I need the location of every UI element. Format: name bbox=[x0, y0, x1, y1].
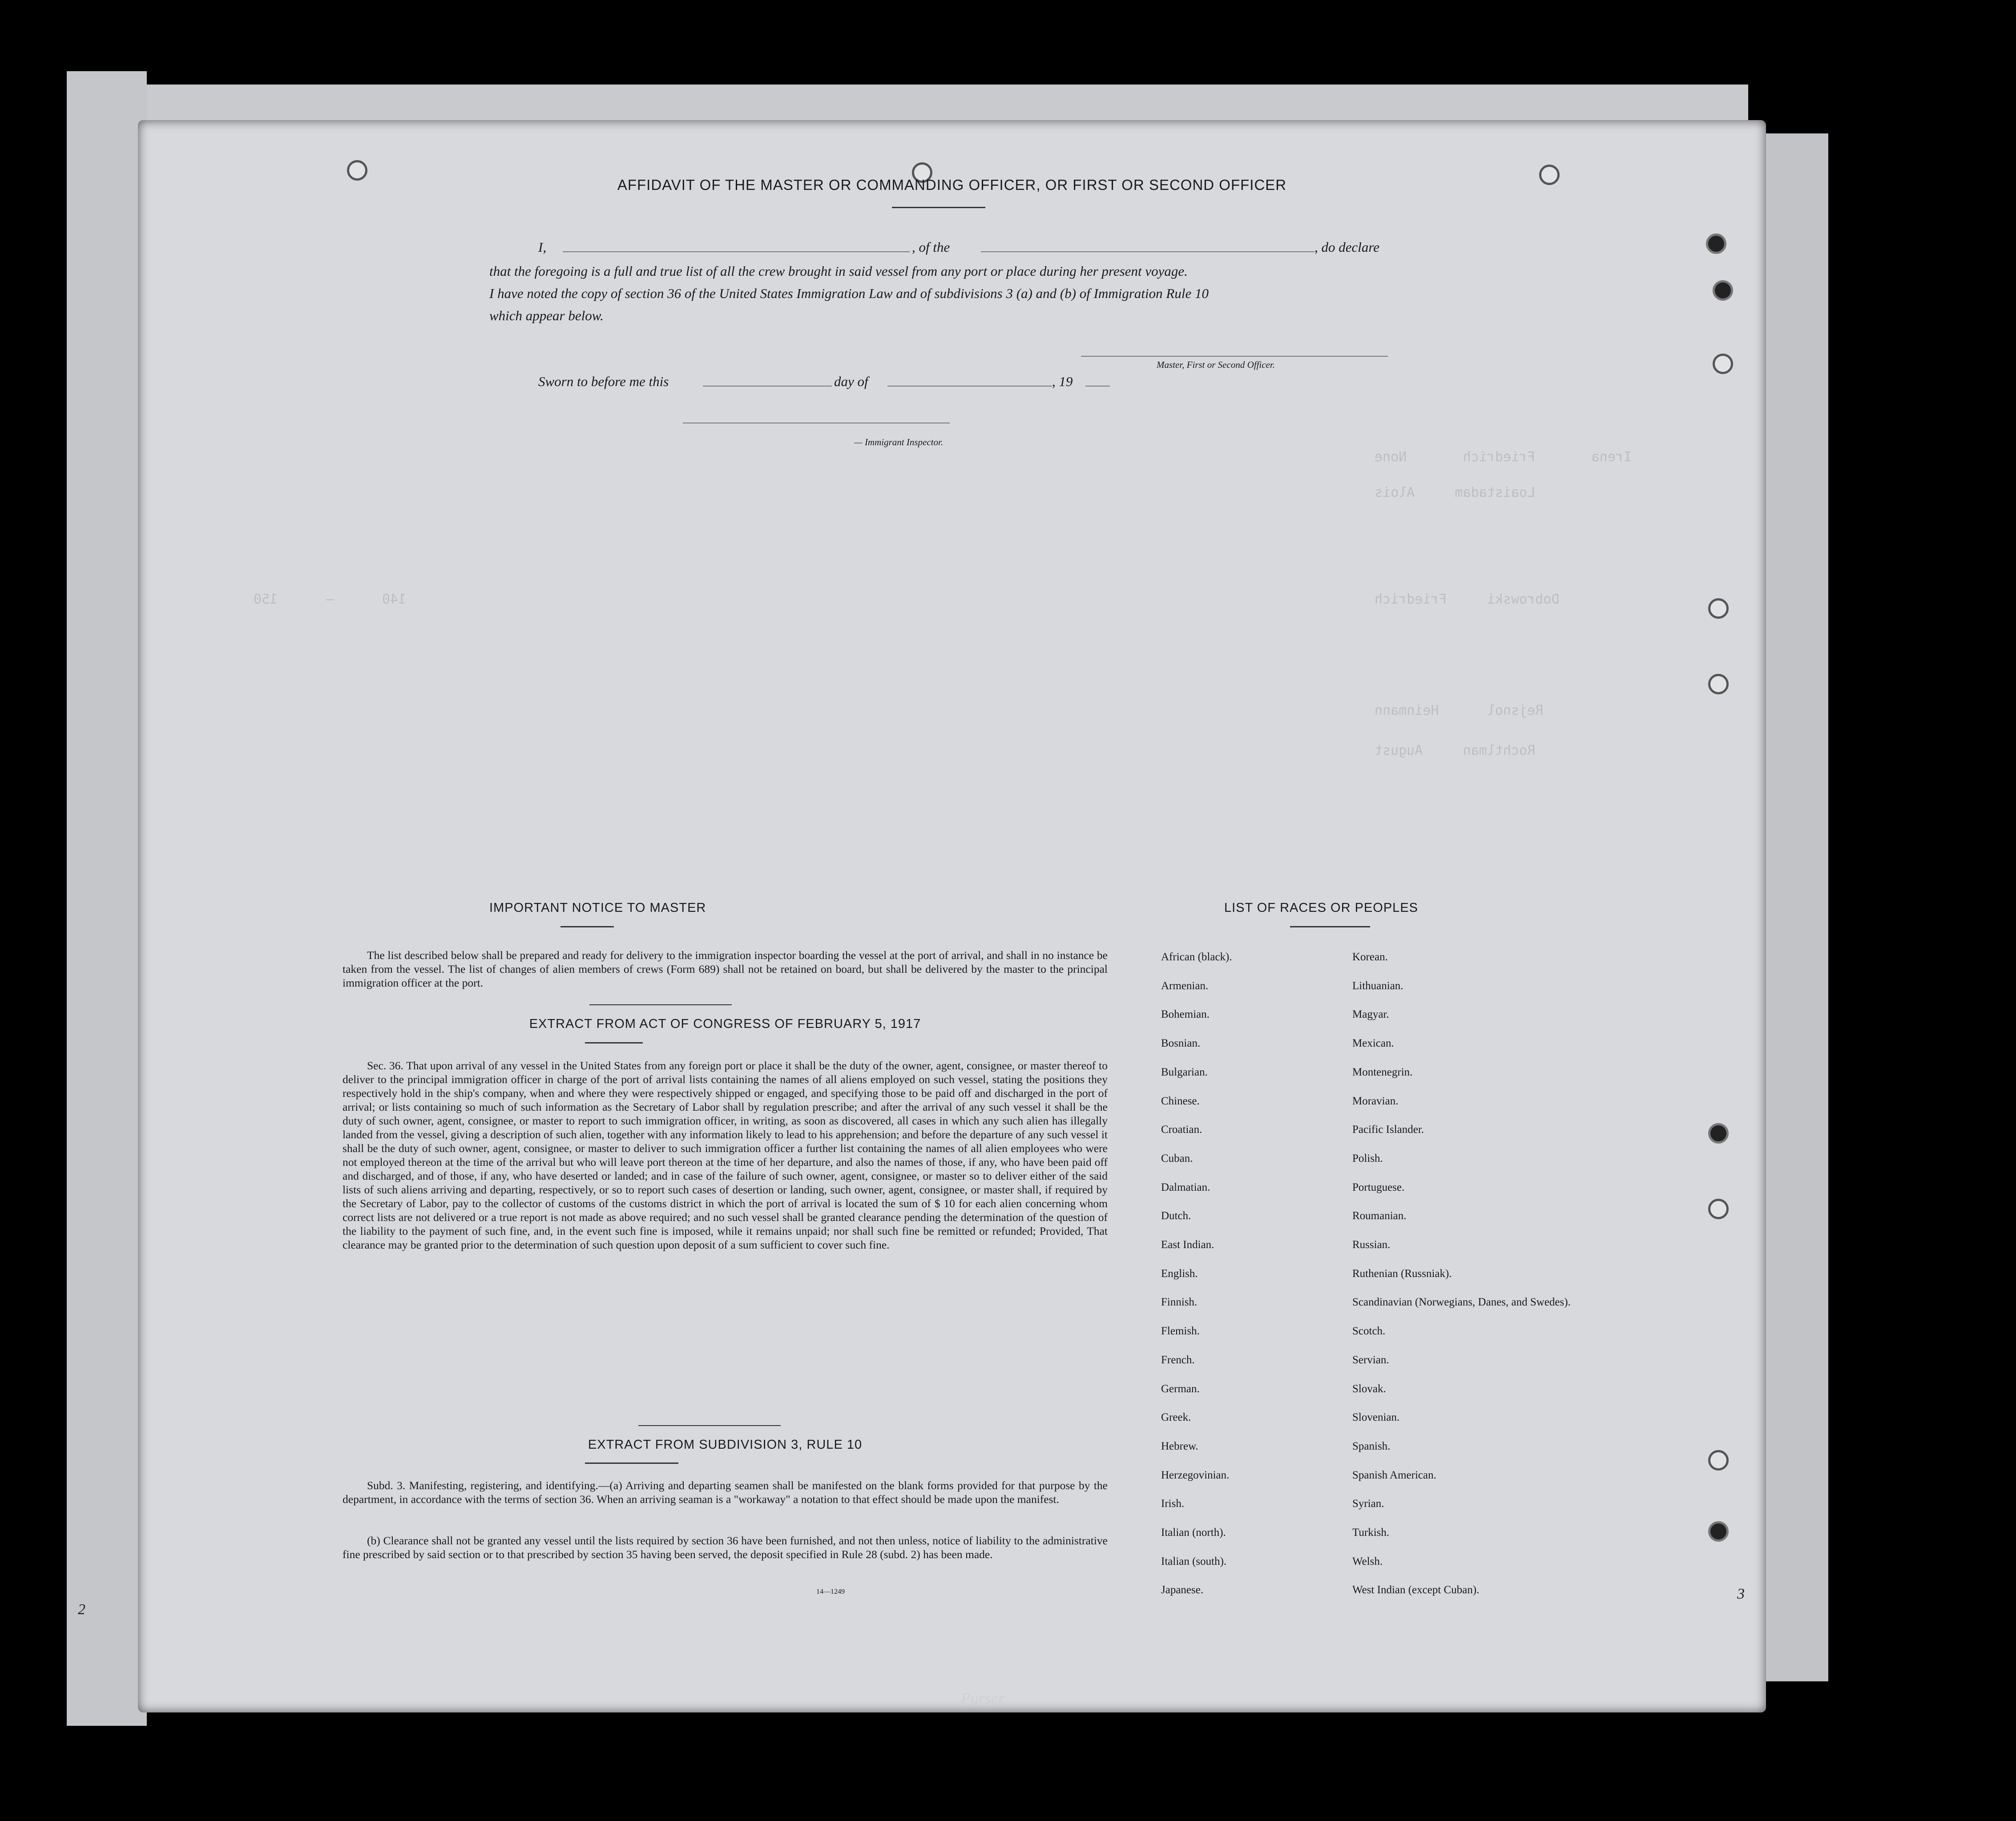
race-item: African (black). bbox=[1161, 951, 1232, 963]
bleed-through-text: Rochtlman August bbox=[1375, 743, 1536, 758]
affidavit-line1-of-the: , of the bbox=[912, 239, 950, 255]
race-item: Roumanian. bbox=[1352, 1210, 1407, 1222]
race-item: Japanese. bbox=[1161, 1584, 1204, 1596]
extract-rule-body-b: (b) Clearance shall not be granted any vessel until the lists required by section 36 have been furnished, and not then unless, notice of liability to the administrative fine prescribed by said section or to that prescribed by section 35 having been served, the deposit specified in Rule 28 (subd. 2) has been made. bbox=[343, 1534, 1108, 1561]
race-item: Slovenian. bbox=[1352, 1411, 1400, 1424]
race-item: Armenian. bbox=[1161, 979, 1209, 992]
bleed-through-text: Dobrowski Friedrich bbox=[1375, 592, 1560, 607]
punch-hole bbox=[1706, 234, 1726, 254]
race-item: Turkish. bbox=[1352, 1527, 1390, 1539]
extract-act-rule bbox=[585, 1042, 643, 1043]
race-item: Polish. bbox=[1352, 1152, 1383, 1164]
race-item: Herzegovinian. bbox=[1161, 1469, 1230, 1481]
race-item: Bosnian. bbox=[1161, 1037, 1201, 1050]
race-item: Croatian. bbox=[1161, 1124, 1202, 1136]
race-item: Portuguese. bbox=[1352, 1181, 1405, 1193]
back-page-left bbox=[67, 71, 147, 1726]
sworn-day-field[interactable] bbox=[703, 386, 832, 387]
race-item: Scandinavian (Norwegians, Danes, and Swedes). bbox=[1352, 1296, 1571, 1309]
race-item: Scotch. bbox=[1352, 1325, 1386, 1338]
vessel-field[interactable] bbox=[981, 251, 1314, 252]
race-item: Ruthenian (Russniak). bbox=[1352, 1267, 1452, 1280]
extract-rule-body-a: Subd. 3. Manifesting, registering, and identifying.—(a) Arriving and departing seamen shall be manifested on the blank forms provided for that purpose by the department, in accordance with the terms of section 36. When an arriving seaman is a "workaway" a notation to that effect should be made upon the manifest. bbox=[343, 1479, 1108, 1506]
race-item: Dutch. bbox=[1161, 1210, 1191, 1222]
divider-rule bbox=[638, 1425, 781, 1426]
punch-hole bbox=[1708, 1123, 1729, 1144]
sworn-text-c: , 19 bbox=[1052, 374, 1073, 389]
punch-hole bbox=[1708, 1521, 1729, 1542]
race-item: Moravian. bbox=[1352, 1095, 1399, 1107]
race-item: Irish. bbox=[1161, 1498, 1185, 1510]
race-item: Mexican. bbox=[1352, 1037, 1394, 1050]
race-item: Spanish. bbox=[1352, 1440, 1391, 1452]
race-item: East Indian. bbox=[1161, 1239, 1214, 1251]
race-item: Spanish American. bbox=[1352, 1469, 1436, 1481]
affidavit-page bbox=[78, 120, 1766, 1712]
race-item: Bulgarian. bbox=[1161, 1066, 1208, 1078]
race-item: French. bbox=[1161, 1354, 1195, 1366]
races-column-2 bbox=[1352, 943, 1571, 1605]
handwritten-mark-right: 3 bbox=[1737, 1586, 1745, 1602]
punch-hole bbox=[1708, 1199, 1729, 1219]
race-item: Bohemian. bbox=[1161, 1008, 1210, 1021]
race-item: Italian (south). bbox=[1161, 1555, 1227, 1567]
extract-rule-title: EXTRACT FROM SUBDIVISION 3, RULE 10 bbox=[588, 1438, 863, 1452]
races-rule bbox=[1290, 926, 1370, 927]
bleed-through-text: Irena Friedrich None bbox=[1375, 449, 1632, 465]
sworn-text-b: day of bbox=[834, 374, 868, 389]
affidavit-line2: that the foregoing is a full and true list of all the crew brought in said vessel from any port or place during her present voyage. bbox=[489, 263, 1188, 279]
race-item: Italian (north). bbox=[1161, 1527, 1226, 1539]
bleed-through-text: Rejsnol Heinmann bbox=[1375, 703, 1544, 718]
notice-body: The list described below shall be prepared and ready for delivery to the immigration inspector boarding the vessel at the port of arrival, and shall in no instance be taken from the vessel. The list of changes of alien members of crews (Form 689) shall not be retained on board, but shall be delivered by the master to the principal immigration officer at the port. bbox=[343, 949, 1108, 989]
race-item: Russian. bbox=[1352, 1239, 1391, 1251]
affidavit-line4: which appear below. bbox=[489, 308, 604, 323]
extract-rule-rule bbox=[585, 1462, 678, 1464]
sworn-year-field[interactable] bbox=[1085, 386, 1110, 387]
race-item: West Indian (except Cuban). bbox=[1352, 1584, 1480, 1596]
handwritten-mark-left: 2 bbox=[78, 1601, 85, 1618]
bleed-through-text: Loaistadam Alois bbox=[1375, 485, 1536, 500]
affidavit-line1-declare: , do declare bbox=[1314, 239, 1380, 255]
race-item: Greek. bbox=[1161, 1411, 1191, 1424]
race-item: Slovak. bbox=[1352, 1382, 1386, 1395]
bleed-through-text: 140 — 150 bbox=[254, 592, 407, 607]
handwritten-purser: Purser bbox=[961, 1689, 1004, 1707]
master-label: Master, First or Second Officer. bbox=[1157, 359, 1275, 370]
race-item: Cuban. bbox=[1161, 1152, 1193, 1164]
punch-hole bbox=[1708, 598, 1729, 619]
race-item: Servian. bbox=[1352, 1354, 1389, 1366]
inspector-label-text: Immigrant Inspector. bbox=[864, 437, 943, 447]
race-item: Welsh. bbox=[1352, 1555, 1383, 1567]
race-item: Dalmatian. bbox=[1161, 1181, 1210, 1193]
sworn-text-a: Sworn to before me this bbox=[538, 374, 669, 389]
punch-hole bbox=[1713, 280, 1733, 301]
races-title: LIST OF RACES OR PEOPLES bbox=[1224, 901, 1419, 915]
master-signature-field[interactable] bbox=[1081, 356, 1388, 357]
race-item: Syrian. bbox=[1352, 1498, 1384, 1510]
races-column-1 bbox=[1161, 943, 1232, 1605]
affidavit-line3: I have noted the copy of section 36 of the United States Immigration Law and of subdivisions 3 (a) and (b) of Immigration Rule 10 bbox=[489, 286, 1209, 301]
race-item: Finnish. bbox=[1161, 1296, 1198, 1309]
race-item: Montenegrin. bbox=[1352, 1066, 1413, 1078]
divider-rule bbox=[589, 1004, 732, 1005]
title-rule bbox=[892, 207, 985, 208]
sworn-month-field[interactable] bbox=[887, 386, 1052, 387]
race-item: Magyar. bbox=[1352, 1008, 1389, 1021]
race-item: Chinese. bbox=[1161, 1095, 1200, 1107]
notice-title: IMPORTANT NOTICE TO MASTER bbox=[489, 901, 706, 915]
punch-hole bbox=[1708, 674, 1729, 694]
affidavit-line1-i: I, bbox=[538, 239, 547, 255]
punch-hole bbox=[1708, 1450, 1729, 1470]
race-item: German. bbox=[1161, 1382, 1200, 1395]
inspector-label: — Immigrant Inspector. bbox=[854, 437, 943, 447]
race-item: Korean. bbox=[1352, 951, 1388, 963]
race-item: Pacific Islander. bbox=[1352, 1124, 1424, 1136]
race-item: Flemish. bbox=[1161, 1325, 1200, 1338]
race-item: English. bbox=[1161, 1267, 1198, 1280]
affidavit-title: AFFIDAVIT OF THE MASTER OR COMMANDING OFFICER, OR FIRST OR SECOND OFFICER bbox=[617, 177, 1287, 193]
form-code: 14—1249 bbox=[816, 1588, 845, 1595]
punch-hole bbox=[1713, 354, 1733, 374]
notice-rule bbox=[560, 926, 614, 927]
race-item: Hebrew. bbox=[1161, 1440, 1198, 1452]
name-field[interactable] bbox=[563, 251, 910, 252]
extract-act-body: Sec. 36. That upon arrival of any vessel in the United States from any foreign port or place it shall be the duty of the owner, agent, consignee, or master thereof to deliver to the principal immigration officer in charge of the port of arrival lists containing the names of all aliens employed on such vessel, stating the positions they respectively hold in the ship's company, when and where they were respectively shipped or engaged, and specifying those to be paid off and discharged in the port of arrival; or lists containing so much of such information as the Secretary of Labor shall by regulation prescribe; and after the arrival of any such vessel it shall be the duty of such owner, agent, consignee, or master to report to such immigration officer, in writing, as soon as discovered, all cases in which any such alien has illegally landed from the vessel, giving a description of such alien, together with any information likely to lead to his apprehension; and before the departure of any such vessel it shall be the duty of such owner, agent, consignee, or master to deliver to such immigration officer a further list containing the names of all alien employees who were not employed thereon at the time of the arrival but who will leave port thereon at the time of her departure, and also the names of those, if any, who have been paid off and discharged, and of those, if any, who have deserted or landed; and in case of the failure of such owner, agent, consignee, or master so to deliver either of the said lists of such aliens arriving and departing, respectively, or so to report such cases of desertion or landing, such owner, agent, consignee, or master shall, if required by the Secretary of Labor, pay to the collector of customs of the customs district in which the port of arrival is located the sum of $ 10 for each alien concerning whom correct lists are not delivered or a true report is not made as above required; and no such vessel shall be granted clearance pending the determination of the question of the liability to the payment of such fine, and, in the event such fine is imposed, while it remains unpaid; nor shall such fine be remitted or refunded; Provided, That clearance may be granted prior to the determination of such question upon deposit of a sum sufficient to cover such fine. bbox=[343, 1059, 1108, 1251]
race-item: Lithuanian. bbox=[1352, 979, 1403, 992]
extract-act-title: EXTRACT FROM ACT OF CONGRESS OF FEBRUARY 5, 1917 bbox=[529, 1017, 921, 1031]
